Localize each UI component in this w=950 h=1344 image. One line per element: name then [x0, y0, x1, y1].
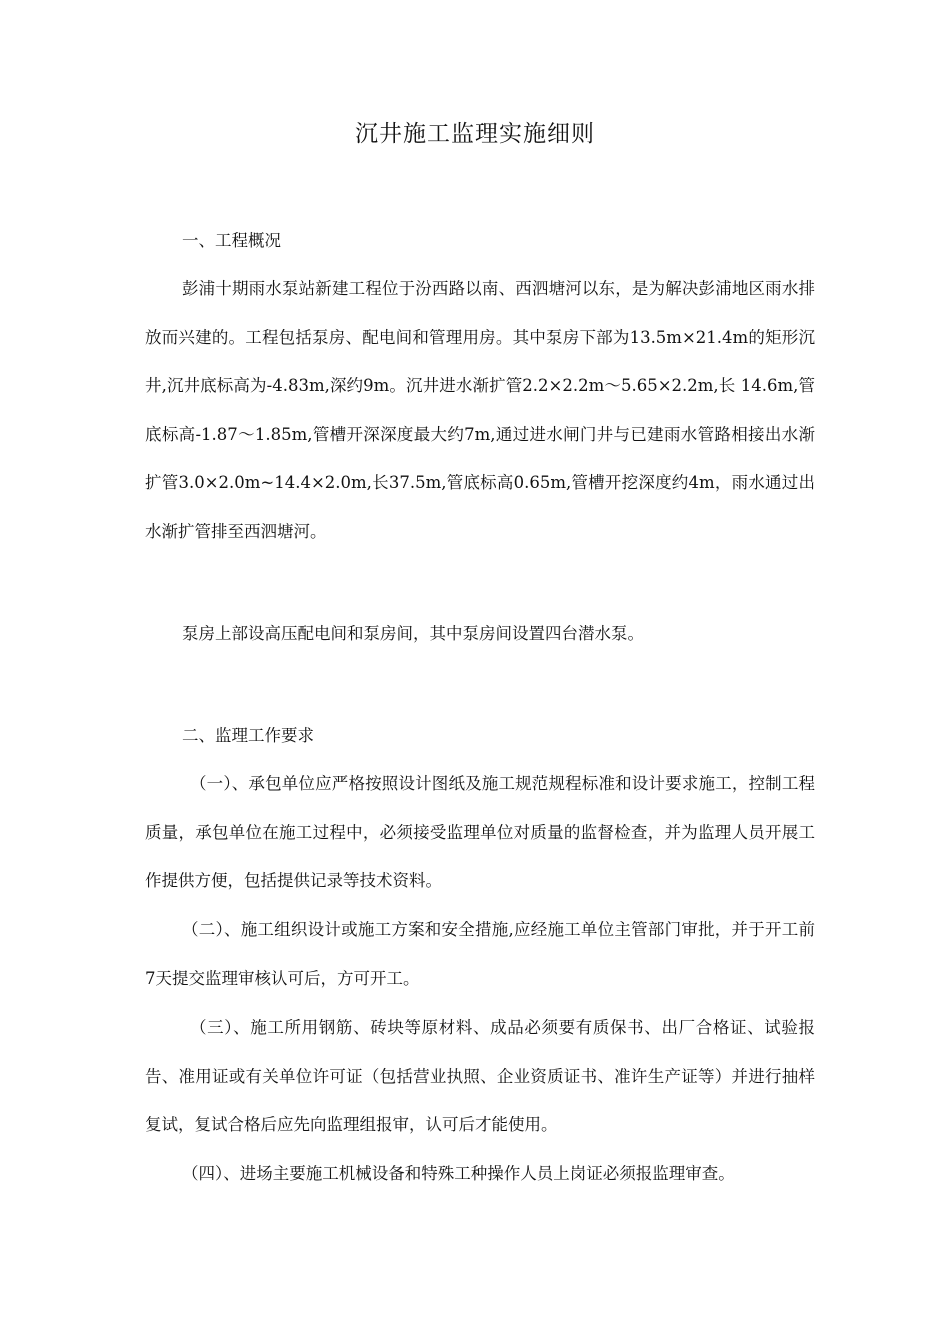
- section-heading-overview: 一、工程概况: [182, 231, 281, 250]
- document-title: 沉井施工监理实施细则: [355, 121, 595, 147]
- paragraph-requirement-3: （三）、施工所用钢筋、砖块等原材料、成品必须要有质保书、出厂合格证、试验报告、准用证或有关单位许可证（包括营业执照、企业资质证书、准许生产证等）并进行抽样复试，复试合格后应先向监理组报审，认可后才能使用。: [145, 1018, 815, 1134]
- paragraph-pump-room: 泵房上部设高压配电间和泵房间，其中泵房间设置四台潜水泵。: [182, 624, 644, 643]
- section-heading-requirements: 二、监理工作要求: [182, 726, 314, 745]
- paragraph-project-overview: 彭浦十期雨水泵站新建工程位于汾西路以南、西泗塘河以东，是为解决彭浦地区雨水排放而兴建的。工程包括泵房、配电间和管理用房。其中泵房下部为13.5m×21.4m的矩形沉井,沉井底标高为-4.83m,深约9m。沉井进水渐扩管2.2×2.2m～5.65×2.2m,长 14.6m,管底标高-1.87～1.85m,管槽开深深度最大约7m,通过进水闸门井与已建雨水管路相接出水渐扩管3.0×2.0m~14.4×2.0m,长37.5m,管底标高0.65m,管槽开挖深度约4m，雨水通过出水渐扩管排至西泗塘河。: [145, 279, 815, 541]
- paragraph-requirement-2: （二）、施工组织设计或施工方案和安全措施,应经施工单位主管部门审批，并于开工前7天提交监理审核认可后，方可开工。: [145, 920, 815, 988]
- paragraph-requirement-1: （一）、承包单位应严格按照设计图纸及施工规范规程标准和设计要求施工，控制工程质量，承包单位在施工过程中，必须接受监理单位对质量的监督检查，并为监理人员开展工作提供方便，包括提供记录等技术资料。: [145, 774, 815, 890]
- paragraph-requirement-4: （四）、进场主要施工机械设备和特殊工种操作人员上岗证必须报监理审查。: [182, 1164, 735, 1183]
